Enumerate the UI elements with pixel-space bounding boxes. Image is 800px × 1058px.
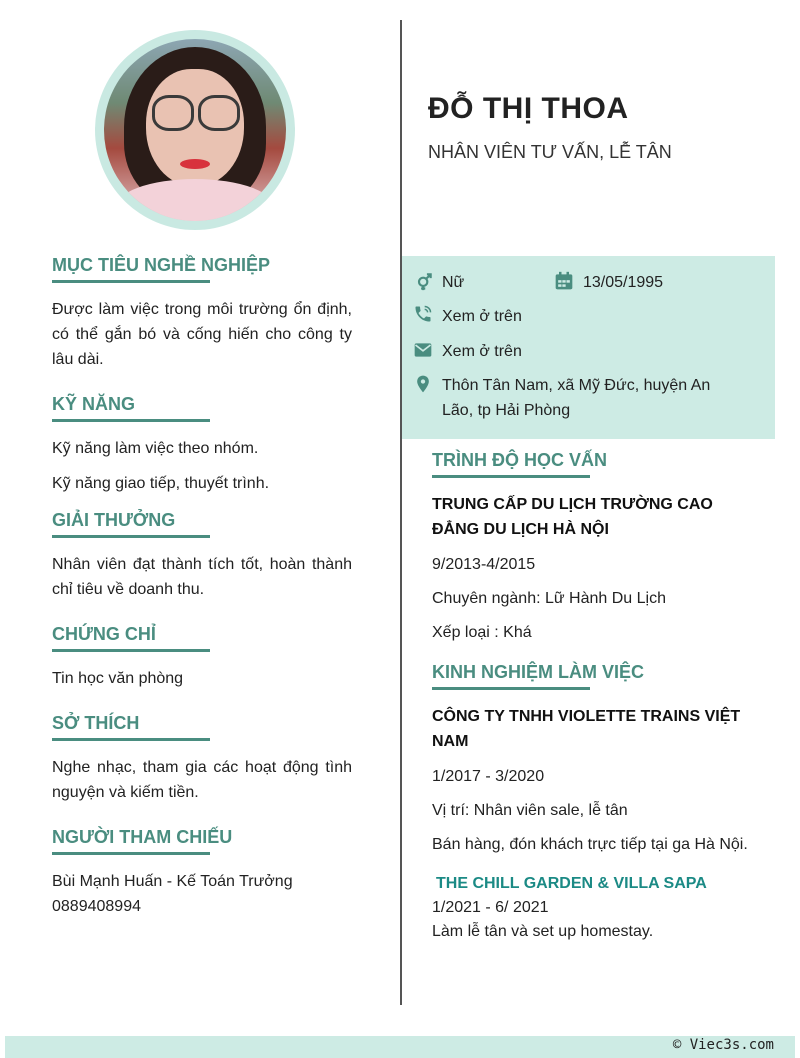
- gender-icon: [414, 271, 434, 291]
- contact-panel: [402, 256, 775, 439]
- phone-icon: [413, 304, 433, 324]
- gender-value: Nữ: [442, 274, 465, 291]
- candidate-name: ĐỖ THỊ THOA: [428, 92, 629, 125]
- calendar-icon: [554, 271, 574, 291]
- education-major: Chuyên ngành: Lữ Hành Du Lịch: [432, 590, 666, 607]
- address-value: Thôn Tân Nam, xã Mỹ Đức, huyện An Lão, tp Hải Phòng: [442, 377, 711, 419]
- section-underline: [432, 687, 590, 690]
- job-description: Làm lễ tân và set up homestay.: [432, 923, 654, 940]
- left-column: [52, 255, 352, 919]
- education-period: 9/2013-4/2015: [432, 556, 536, 573]
- avatar: [104, 39, 286, 221]
- location-icon: [413, 374, 433, 394]
- education-grade: Xếp loại : Khá: [432, 624, 532, 641]
- section-title: NGƯỜI THAM CHIẾU: [52, 827, 233, 847]
- section-underline: [52, 280, 210, 283]
- section-objective: [52, 255, 352, 372]
- section-awards: [52, 510, 352, 602]
- hobbies-text: Nghe nhạc, tham gia các hoạt động tình nguyện và kiếm tiền.: [52, 759, 352, 801]
- awards-text: Nhân viên đạt thành tích tốt, hoàn thành chỉ tiêu về doanh thu.: [52, 556, 352, 598]
- certificates-text: Tin học văn phòng: [52, 670, 184, 687]
- objective-text: Được làm việc trong môi trường ổn định, có thể gắn bó và cống hiến cho công ty lâu dài.: [52, 301, 352, 368]
- copyright: © Viec3s.com: [672, 1037, 774, 1053]
- job-company: THE CHILL GARDEN & VILLA SAPA: [436, 875, 707, 892]
- right-column: [432, 450, 762, 944]
- email-icon: [413, 340, 433, 360]
- skill-item: Kỹ năng làm việc theo nhóm.: [52, 440, 259, 457]
- section-title: CHỨNG CHỈ: [52, 624, 156, 644]
- dob-value: 13/05/1995: [583, 274, 664, 291]
- section-underline: [52, 419, 210, 422]
- section-underline: [52, 738, 210, 741]
- reference-phone: 0889408994: [52, 898, 141, 915]
- education-school: TRUNG CẤP DU LỊCH TRƯỜNG CAO ĐẲNG DU LỊCH HÀ NỘI: [432, 496, 713, 538]
- job-period: 1/2021 - 6/ 2021: [432, 899, 549, 916]
- skill-item: Kỹ năng giao tiếp, thuyết trình.: [52, 475, 270, 492]
- job-company: CÔNG TY TNHH VIOLETTE TRAINS VIỆT NAM: [432, 708, 741, 750]
- job-position: Vị trí: Nhân viên sale, lễ tân: [432, 802, 628, 819]
- section-title: GIẢI THƯỞNG: [52, 510, 176, 530]
- section-certificates: [52, 624, 352, 691]
- section-experience: [432, 662, 762, 944]
- section-hobbies: [52, 713, 352, 805]
- phone-value: Xem ở trên: [442, 308, 522, 325]
- section-underline: [52, 649, 210, 652]
- section-title: KINH NGHIỆM LÀM VIỆC: [432, 662, 645, 682]
- reference-person: Bùi Mạnh Huấn - Kế Toán Trưởng: [52, 873, 293, 890]
- section-title: KỸ NĂNG: [52, 394, 136, 414]
- section-underline: [52, 535, 210, 538]
- section-title: SỞ THÍCH: [52, 713, 140, 733]
- job-description: Bán hàng, đón khách trực tiếp tại ga Hà Nội.: [432, 836, 748, 853]
- candidate-role: NHÂN VIÊN TƯ VẤN, LỄ TÂN: [428, 142, 672, 162]
- section-education: [432, 450, 762, 645]
- section-skills: [52, 394, 352, 496]
- email-value: Xem ở trên: [442, 343, 522, 360]
- section-title: MỤC TIÊU NGHỀ NGHIỆP: [52, 255, 271, 275]
- column-divider: [400, 20, 402, 1005]
- section-underline: [432, 475, 590, 478]
- section-title: TRÌNH ĐỘ HỌC VẤN: [432, 450, 607, 470]
- job-period: 1/2017 - 3/2020: [432, 768, 545, 785]
- section-underline: [52, 852, 210, 855]
- section-references: [52, 827, 352, 919]
